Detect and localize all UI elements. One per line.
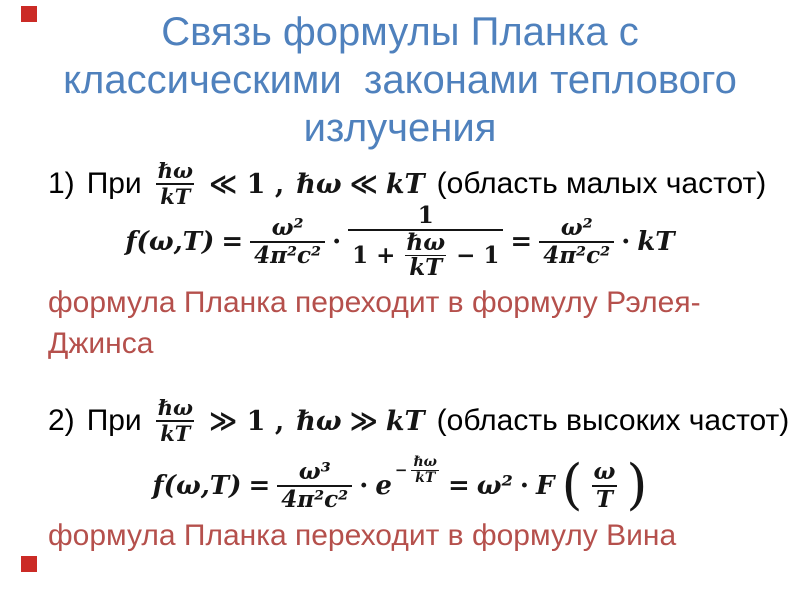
fraction-numerator: ℏω [406, 229, 446, 257]
fraction-denominator: T [592, 485, 617, 513]
slide-title-line-1: Связь формулы Планка с [161, 10, 639, 54]
equals-sign: = [248, 471, 271, 501]
equals-sign: = [221, 227, 244, 257]
formula-1-fraction-b [348, 203, 503, 280]
fraction-numerator: ℏω [157, 158, 193, 184]
wien-function-symbol: F [535, 471, 555, 501]
formula-rayleigh-jeans-limit [0, 200, 800, 284]
open-parenthesis: ( [561, 453, 583, 516]
fraction-numerator: ω [593, 458, 616, 486]
condition-2-intro: При [86, 404, 142, 437]
condition-1-note: (область малых частот) [436, 167, 767, 200]
conclusion-line-1: формула Планка переходит в формулу Вина [48, 519, 677, 552]
conclusion-wien [48, 515, 676, 556]
condition-2-inequality [296, 406, 424, 437]
fraction-denominator: kT [405, 255, 446, 280]
conclusion-line-1: формула Планка переходит в формулу Рэлея- [48, 286, 701, 319]
formula-1-fraction-c [539, 215, 614, 269]
fraction-numerator: ω³ [298, 458, 331, 486]
close-parenthesis: ) [626, 453, 648, 516]
formula-1-kt-tail: kT [637, 227, 675, 257]
fraction-denominator [348, 229, 503, 280]
kt-term: kT [385, 405, 425, 437]
condition-1-relation: ≪ 1 , [208, 168, 285, 200]
minus-sign: − [394, 461, 408, 479]
formula-2-lhs: f(ω,T) [152, 471, 242, 501]
condition-1-number: 1) [48, 167, 75, 200]
fraction-denominator: kT [156, 183, 194, 209]
formula-1-fraction-a [250, 215, 325, 269]
equals-sign: = [510, 227, 533, 257]
formula-wien-limit [0, 450, 800, 522]
much-greater-sign: ≫ [349, 405, 378, 437]
hbar-omega: ℏω [296, 168, 342, 200]
slide-title-line-3: излучения [303, 106, 497, 150]
condition-2-fraction [154, 396, 197, 445]
formula-2-fraction-a [277, 459, 352, 513]
kt-term: kT [385, 168, 425, 200]
multiplication-dot: · [359, 471, 369, 501]
fraction-denominator: kT [411, 470, 439, 486]
red-corner-marker-bottom [21, 556, 37, 572]
slide-title [0, 8, 800, 152]
condition-2-note: (область высоких частот) [436, 404, 790, 437]
minus-one: − 1 [456, 242, 500, 269]
formula-1-lhs: f(ω,T) [125, 227, 215, 257]
multiplication-dot: · [621, 227, 631, 257]
inner-fraction [402, 231, 449, 280]
multiplication-dot: · [332, 227, 342, 257]
fraction-numerator: 1 [417, 202, 434, 230]
fraction-denominator: 4π²c² [250, 241, 325, 269]
omega-over-t-fraction [590, 459, 620, 513]
fraction-numerator: ω² [560, 214, 593, 242]
condition-1-inequality [296, 169, 424, 200]
one-plus: 1 + [352, 242, 396, 269]
slide-title-line-2: классическими законами теплового [63, 58, 737, 102]
exponent [395, 455, 441, 485]
fraction-numerator: ω² [271, 214, 304, 242]
fraction-denominator: kT [156, 420, 194, 446]
hbar-omega: ℏω [296, 405, 342, 437]
equals-sign: = [447, 471, 470, 501]
conclusion-rayleigh-jeans [48, 282, 701, 364]
exponent-fraction [409, 455, 441, 485]
omega-squared: ω² [476, 471, 513, 501]
condition-1-intro: При [86, 167, 142, 200]
much-less-sign: ≪ [349, 168, 378, 200]
fraction-denominator: 4π²c² [277, 485, 352, 513]
fraction-denominator: 4π²c² [539, 241, 614, 269]
multiplication-dot: · [519, 471, 529, 501]
exponential-term [375, 453, 441, 501]
condition-2-number: 2) [48, 404, 75, 437]
condition-2-row [48, 391, 789, 451]
euler-e: e [375, 470, 392, 501]
fraction-numerator: ℏω [157, 395, 193, 421]
conclusion-line-2: Джинса [48, 327, 154, 360]
fraction-numerator: ℏω [413, 453, 437, 470]
condition-2-relation: ≫ 1 , [208, 405, 285, 437]
